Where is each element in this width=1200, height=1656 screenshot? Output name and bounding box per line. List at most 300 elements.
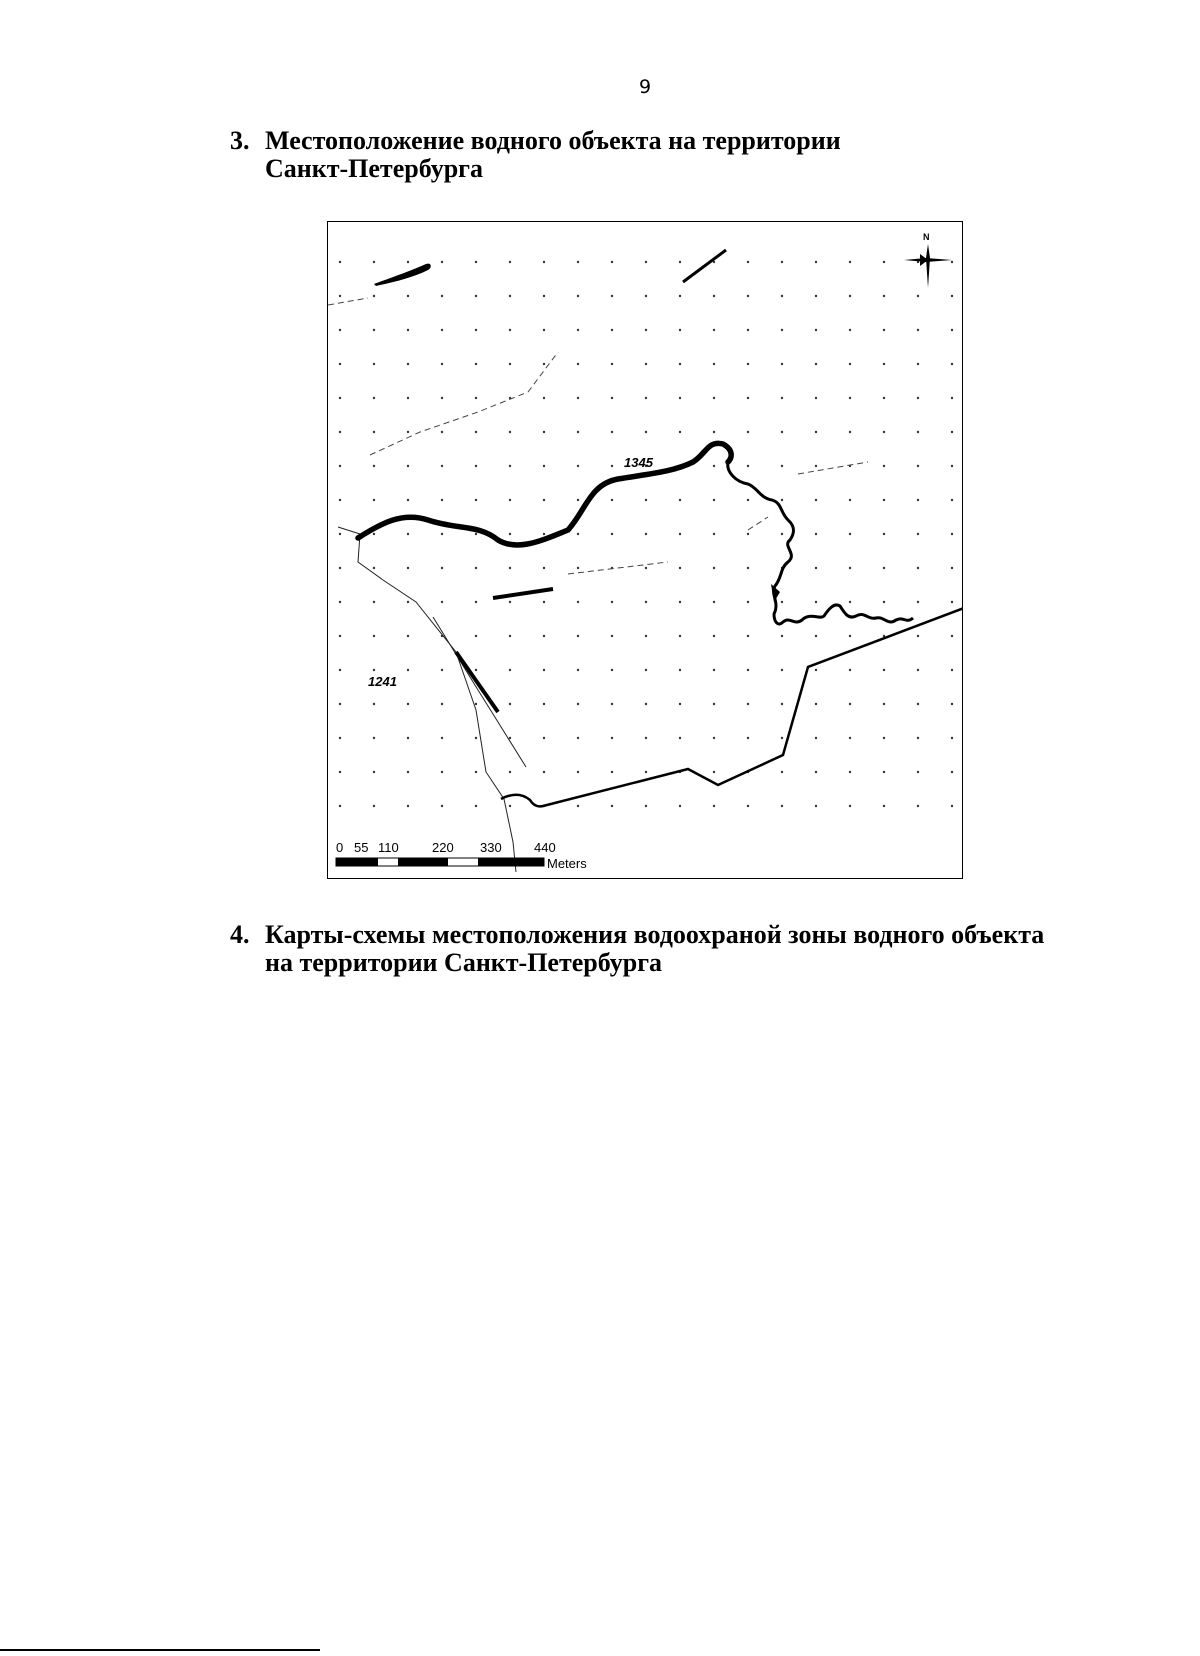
map-grid-dot bbox=[339, 737, 341, 739]
map-grid-dot bbox=[407, 805, 409, 807]
map-grid-dot bbox=[407, 363, 409, 365]
map-grid-dot bbox=[781, 771, 783, 773]
map-grid-dot bbox=[339, 465, 341, 467]
map-grid-dot bbox=[475, 601, 477, 603]
map-boundary-inner bbox=[433, 617, 526, 767]
page-number: 9 bbox=[638, 76, 652, 98]
map-grid-dot bbox=[679, 635, 681, 637]
map-grid-dot bbox=[577, 635, 579, 637]
map-grid-dot bbox=[815, 737, 817, 739]
section-3-title bbox=[265, 127, 841, 183]
map-grid-dot bbox=[849, 805, 851, 807]
map-ditch-northwest bbox=[374, 264, 431, 286]
map-grid-dot bbox=[475, 261, 477, 263]
map-grid-dot bbox=[883, 329, 885, 331]
map-grid-dot bbox=[611, 363, 613, 365]
map-grid-dot bbox=[747, 499, 749, 501]
map-grid-dot bbox=[917, 397, 919, 399]
map-grid-dot bbox=[509, 261, 511, 263]
map-grid-dot bbox=[407, 261, 409, 263]
map-grid-dot bbox=[577, 567, 579, 569]
map-grid-dot bbox=[679, 261, 681, 263]
map-grid-dot bbox=[407, 465, 409, 467]
map-grid-dot bbox=[407, 329, 409, 331]
map-grid-dot bbox=[747, 805, 749, 807]
map-grid-dot bbox=[441, 499, 443, 501]
map-grid-dot bbox=[577, 397, 579, 399]
map-grid-dot bbox=[781, 737, 783, 739]
map-grid-dot bbox=[475, 329, 477, 331]
map-grid-dot bbox=[917, 329, 919, 331]
map-grid-dot bbox=[475, 703, 477, 705]
map-grid-dot bbox=[713, 465, 715, 467]
map-grid-dot bbox=[577, 261, 579, 263]
map-grid-dot bbox=[951, 635, 953, 637]
map-grid-dot bbox=[781, 499, 783, 501]
map-grid-dot bbox=[917, 601, 919, 603]
map-grid-dot bbox=[883, 533, 885, 535]
map-grid-dot bbox=[441, 465, 443, 467]
map-grid-dot bbox=[475, 499, 477, 501]
section-3-title-line-1: Местоположение водного объекта на территории bbox=[265, 126, 841, 155]
map-grid-dot bbox=[373, 363, 375, 365]
map-grid-dot bbox=[611, 329, 613, 331]
map-grid-dot bbox=[441, 533, 443, 535]
map-grid-dot bbox=[781, 431, 783, 433]
map-grid-dot bbox=[407, 533, 409, 535]
map-grid-dot bbox=[815, 499, 817, 501]
map-grid-dot bbox=[679, 737, 681, 739]
map-grid-dot bbox=[815, 533, 817, 535]
map-grid-dot bbox=[543, 499, 545, 501]
map-grid-dot bbox=[577, 431, 579, 433]
map-grid-dot bbox=[679, 669, 681, 671]
north-arrow-icon bbox=[904, 232, 952, 288]
map-grid-dot bbox=[951, 601, 953, 603]
map-grid-dot bbox=[373, 329, 375, 331]
map-grid-dot bbox=[373, 601, 375, 603]
map-grid-dot bbox=[509, 703, 511, 705]
map-grid-dot bbox=[951, 431, 953, 433]
map-grid-dot bbox=[951, 261, 953, 263]
map-grid-dot bbox=[543, 601, 545, 603]
map-grid-dot bbox=[339, 329, 341, 331]
map-grid-dot bbox=[713, 669, 715, 671]
map-grid-dot bbox=[509, 499, 511, 501]
map-grid-dot bbox=[475, 771, 477, 773]
map-dashed-road-1 bbox=[370, 352, 558, 455]
map-grid-dot bbox=[339, 431, 341, 433]
map-grid-dot bbox=[849, 261, 851, 263]
map-grid-dot bbox=[951, 567, 953, 569]
map-grid-dot bbox=[713, 431, 715, 433]
map-grid-dot bbox=[951, 295, 953, 297]
map-grid-dot bbox=[441, 261, 443, 263]
map-grid-dot bbox=[883, 499, 885, 501]
map-grid-dot bbox=[883, 669, 885, 671]
map-grid-dot bbox=[883, 363, 885, 365]
map-grid-dot bbox=[645, 261, 647, 263]
map-grid-dot bbox=[475, 465, 477, 467]
map-grid-dot bbox=[917, 363, 919, 365]
map-grid-dot bbox=[815, 363, 817, 365]
map-grid-dot bbox=[441, 805, 443, 807]
map-grid-dot bbox=[441, 669, 443, 671]
map-grid-dot bbox=[645, 431, 647, 433]
map-grid-dot bbox=[815, 295, 817, 297]
map-grid-dot bbox=[849, 669, 851, 671]
map-grid-dot bbox=[339, 703, 341, 705]
map-grid-dot bbox=[747, 737, 749, 739]
map-grid-dot bbox=[883, 397, 885, 399]
map-grid-dot bbox=[747, 295, 749, 297]
map-grid-dot bbox=[951, 669, 953, 671]
map-grid-dot bbox=[713, 533, 715, 535]
map-grid-dot bbox=[543, 295, 545, 297]
map-grid-dot bbox=[679, 397, 681, 399]
map-grid-dot bbox=[407, 669, 409, 671]
map-grid-dot bbox=[407, 431, 409, 433]
map-grid-dot bbox=[509, 295, 511, 297]
map-grid-dot bbox=[713, 703, 715, 705]
map-dashed-road-2 bbox=[328, 298, 368, 305]
section-4-title bbox=[265, 921, 1044, 977]
map-grid-dot bbox=[815, 567, 817, 569]
map-grid-dot bbox=[815, 261, 817, 263]
map-grid-dot bbox=[577, 499, 579, 501]
map-grid-dot bbox=[373, 499, 375, 501]
map-grid-dot bbox=[509, 601, 511, 603]
north-arrow-label: N bbox=[923, 232, 930, 242]
map-grid-dot bbox=[747, 431, 749, 433]
scale-tick-220: 220 bbox=[432, 840, 454, 855]
map-grid-dot bbox=[339, 567, 341, 569]
scale-tick-0: 0 bbox=[336, 840, 344, 855]
section-4-number: 4. bbox=[230, 920, 250, 949]
map-grid-dot bbox=[373, 805, 375, 807]
map-grid-dot bbox=[883, 465, 885, 467]
map-grid-dot bbox=[441, 431, 443, 433]
map-grid-dot bbox=[713, 363, 715, 365]
map-grid-dot bbox=[373, 669, 375, 671]
map-grid-dot bbox=[849, 533, 851, 535]
map-grid-dot bbox=[815, 805, 817, 807]
map-grid-dot bbox=[951, 397, 953, 399]
map-grid-dot bbox=[679, 329, 681, 331]
map-grid-dot bbox=[339, 295, 341, 297]
map-grid-dot bbox=[509, 329, 511, 331]
map-grid-dot bbox=[645, 601, 647, 603]
map-grid-dot bbox=[645, 295, 647, 297]
map-grid-dot bbox=[917, 771, 919, 773]
section-4-title-line-1: Карты-схемы местоположения водоохраной зоны водного объекта bbox=[265, 920, 1045, 949]
map-grid-dot bbox=[781, 601, 783, 603]
map-grid-dot bbox=[611, 635, 613, 637]
map-grid-dot bbox=[373, 771, 375, 773]
map-grid-dot bbox=[475, 363, 477, 365]
map-grid-dot bbox=[645, 533, 647, 535]
map-grid-dot bbox=[951, 465, 953, 467]
map-grid-dot bbox=[917, 431, 919, 433]
map-grid-dot bbox=[509, 465, 511, 467]
map-grid-dot bbox=[747, 669, 749, 671]
map-grid-dot bbox=[781, 397, 783, 399]
map-grid-dot bbox=[713, 295, 715, 297]
map-grid-dot bbox=[849, 601, 851, 603]
map-grid-dot bbox=[509, 363, 511, 365]
map-grid-dot bbox=[645, 737, 647, 739]
map-grid-dot bbox=[917, 635, 919, 637]
map-grid-dot bbox=[713, 499, 715, 501]
map-grid-dot bbox=[611, 499, 613, 501]
map-grid-dot bbox=[577, 805, 579, 807]
map-grid-dot bbox=[577, 363, 579, 365]
map-grid-dot bbox=[883, 703, 885, 705]
map-grid-dot bbox=[441, 295, 443, 297]
map-grid-dot bbox=[883, 737, 885, 739]
map-grid-dot bbox=[339, 771, 341, 773]
map-grid-dot bbox=[951, 703, 953, 705]
map-grid-dot bbox=[645, 703, 647, 705]
map-grid-dot bbox=[373, 703, 375, 705]
map-grid-dot bbox=[543, 363, 545, 365]
map-grid-dot bbox=[645, 329, 647, 331]
map-grid-dot bbox=[815, 669, 817, 671]
map-grid-dot bbox=[543, 669, 545, 671]
map-grid-dot bbox=[611, 771, 613, 773]
map-grid-dot bbox=[475, 431, 477, 433]
map-grid-dot bbox=[441, 329, 443, 331]
map-grid-dot bbox=[747, 363, 749, 365]
map-grid-dot bbox=[917, 295, 919, 297]
map-label-lot-west: 1241 bbox=[368, 674, 397, 689]
map-grid-dot bbox=[407, 397, 409, 399]
map-grid-dot bbox=[781, 703, 783, 705]
map-grid-dot bbox=[883, 567, 885, 569]
map-grid-dot bbox=[509, 533, 511, 535]
map-grid-dot bbox=[747, 329, 749, 331]
map-grid-dot bbox=[543, 397, 545, 399]
map-grid-dot bbox=[407, 295, 409, 297]
map-grid-dot bbox=[679, 295, 681, 297]
map-grid-dot bbox=[475, 397, 477, 399]
map-grid-dot bbox=[917, 669, 919, 671]
map-grid-dot bbox=[849, 363, 851, 365]
map-grid-dot bbox=[407, 737, 409, 739]
map-grid-dot bbox=[815, 465, 817, 467]
map-grid-dot bbox=[645, 363, 647, 365]
map-west-boundary bbox=[338, 527, 526, 872]
map-grid-dot bbox=[747, 703, 749, 705]
map-grid-dot bbox=[373, 431, 375, 433]
map-grid-dot bbox=[611, 703, 613, 705]
map-grid-dot bbox=[679, 805, 681, 807]
map-grid-dot bbox=[509, 669, 511, 671]
scale-bar bbox=[336, 840, 587, 871]
map-grid-dot bbox=[509, 805, 511, 807]
map-grid-dot bbox=[747, 465, 749, 467]
map-grid-dot bbox=[713, 771, 715, 773]
map-grid-dot bbox=[339, 533, 341, 535]
map-grid-dot bbox=[781, 635, 783, 637]
map-grid-dot bbox=[475, 805, 477, 807]
map-ditch-west bbox=[456, 652, 498, 712]
map-grid-dot bbox=[713, 329, 715, 331]
map-grid-dot bbox=[747, 397, 749, 399]
map-grid-dot bbox=[747, 567, 749, 569]
map-grid-dot bbox=[917, 567, 919, 569]
map-grid-dot bbox=[611, 533, 613, 535]
location-map bbox=[327, 221, 963, 879]
map-grid-dot bbox=[951, 737, 953, 739]
map-grid-dot bbox=[713, 635, 715, 637]
map-grid-dot bbox=[883, 261, 885, 263]
map-grid-dot bbox=[679, 431, 681, 433]
map-grid-dot bbox=[883, 295, 885, 297]
map-grid-dot bbox=[475, 737, 477, 739]
map-grid-dot bbox=[883, 431, 885, 433]
map-grid-dot bbox=[645, 567, 647, 569]
map-grid-dot bbox=[917, 465, 919, 467]
map-grid-dot bbox=[611, 397, 613, 399]
map-grid-dot bbox=[543, 635, 545, 637]
map-grid-dot bbox=[645, 499, 647, 501]
map-grid-dot bbox=[747, 601, 749, 603]
map-grid-dot bbox=[543, 567, 545, 569]
map-grid-dot bbox=[951, 363, 953, 365]
map-grid-dot bbox=[407, 601, 409, 603]
map-grid-dot bbox=[815, 397, 817, 399]
map-grid-dot bbox=[577, 601, 579, 603]
map-grid-dot bbox=[747, 533, 749, 535]
map-grid-dot bbox=[849, 499, 851, 501]
map-grid-dot bbox=[849, 329, 851, 331]
map-grid-dot bbox=[543, 533, 545, 535]
map-grid-dot bbox=[577, 295, 579, 297]
map-grid-dot bbox=[339, 499, 341, 501]
map-grid-dot bbox=[679, 499, 681, 501]
map-grid-dot bbox=[339, 635, 341, 637]
map-grid-dot bbox=[781, 363, 783, 365]
map-grid-dot bbox=[951, 329, 953, 331]
map-grid-dot bbox=[951, 533, 953, 535]
map-grid-dot bbox=[951, 499, 953, 501]
map-grid-dot bbox=[781, 533, 783, 535]
map-grid-dot bbox=[475, 635, 477, 637]
map-grid-dot bbox=[611, 295, 613, 297]
map-grid-dot bbox=[441, 771, 443, 773]
map-grid-dot bbox=[815, 329, 817, 331]
map-grid-dot bbox=[645, 397, 647, 399]
map-grid-dot bbox=[781, 329, 783, 331]
map-grid-dot bbox=[815, 771, 817, 773]
map-grid-dot bbox=[543, 431, 545, 433]
map-thin-lines bbox=[328, 298, 868, 574]
map-grid-dot bbox=[373, 737, 375, 739]
scale-tick-440: 440 bbox=[534, 840, 556, 855]
map-canvas bbox=[328, 222, 963, 879]
map-grid-dot bbox=[441, 363, 443, 365]
map-grid-dot bbox=[543, 737, 545, 739]
map-grid-dot bbox=[577, 533, 579, 535]
map-grid-dot bbox=[713, 567, 715, 569]
map-grid-dot bbox=[679, 703, 681, 705]
map-grid-dot bbox=[407, 771, 409, 773]
map-grid-dot bbox=[849, 397, 851, 399]
map-grid-dot bbox=[407, 703, 409, 705]
map-grid-dot bbox=[407, 567, 409, 569]
map-grid-dot bbox=[475, 567, 477, 569]
map-grid-dot bbox=[475, 669, 477, 671]
section-4-heading bbox=[230, 921, 1130, 981]
map-grid-dot bbox=[713, 805, 715, 807]
map-grid-dot bbox=[815, 431, 817, 433]
map-grid-dot bbox=[611, 431, 613, 433]
map-grid-dot bbox=[781, 465, 783, 467]
map-grid-dot bbox=[679, 601, 681, 603]
map-grid-dot bbox=[917, 703, 919, 705]
map-grid-dot bbox=[713, 397, 715, 399]
map-grid-dot bbox=[339, 669, 341, 671]
map-dashed-road-4 bbox=[748, 517, 768, 530]
map-grid-dot bbox=[577, 465, 579, 467]
map-grid-dot bbox=[441, 601, 443, 603]
map-grid-dot bbox=[373, 261, 375, 263]
map-grid-dot bbox=[509, 737, 511, 739]
map-grid-dot bbox=[781, 669, 783, 671]
map-grid-dot bbox=[611, 261, 613, 263]
map-grid-dot bbox=[373, 635, 375, 637]
map-grid-dot bbox=[849, 567, 851, 569]
map-grid-dot bbox=[849, 431, 851, 433]
map-grid-dot bbox=[611, 737, 613, 739]
map-grid-dot bbox=[475, 533, 477, 535]
map-grid-dot bbox=[407, 499, 409, 501]
map-river-winding bbox=[728, 462, 913, 624]
map-grid-dot bbox=[679, 567, 681, 569]
section-4-title-line-2: на территории Санкт-Петербурга bbox=[265, 948, 663, 977]
map-grid-dot bbox=[645, 635, 647, 637]
map-grid-dot bbox=[781, 805, 783, 807]
map-ditch-center bbox=[493, 589, 553, 598]
map-grid-dot bbox=[611, 601, 613, 603]
map-grid-dot bbox=[849, 635, 851, 637]
map-grid-dot bbox=[577, 329, 579, 331]
map-grid-dot bbox=[917, 499, 919, 501]
map-grid-dot bbox=[713, 601, 715, 603]
map-dashed-road-5 bbox=[798, 462, 868, 474]
map-grid-dot bbox=[441, 567, 443, 569]
map-grid-dot bbox=[373, 295, 375, 297]
map-grid-dot bbox=[679, 363, 681, 365]
map-grid-dot bbox=[747, 635, 749, 637]
map-grid-dot bbox=[373, 397, 375, 399]
scale-tick-330: 330 bbox=[480, 840, 502, 855]
map-grid-dot bbox=[951, 805, 953, 807]
map-grid-dot bbox=[509, 635, 511, 637]
map-grid-dot bbox=[781, 295, 783, 297]
map-grid-dot bbox=[373, 533, 375, 535]
map-grid-dot bbox=[441, 397, 443, 399]
map-grid-dot bbox=[543, 261, 545, 263]
map-grid-dot bbox=[577, 669, 579, 671]
map-ditch-northeast bbox=[683, 250, 726, 282]
section-3-title-line-2: Санкт-Петербурга bbox=[265, 154, 483, 183]
map-grid-dot bbox=[917, 805, 919, 807]
map-grid-dot bbox=[645, 669, 647, 671]
map-grid-dot bbox=[611, 465, 613, 467]
map-grid-dot bbox=[849, 771, 851, 773]
